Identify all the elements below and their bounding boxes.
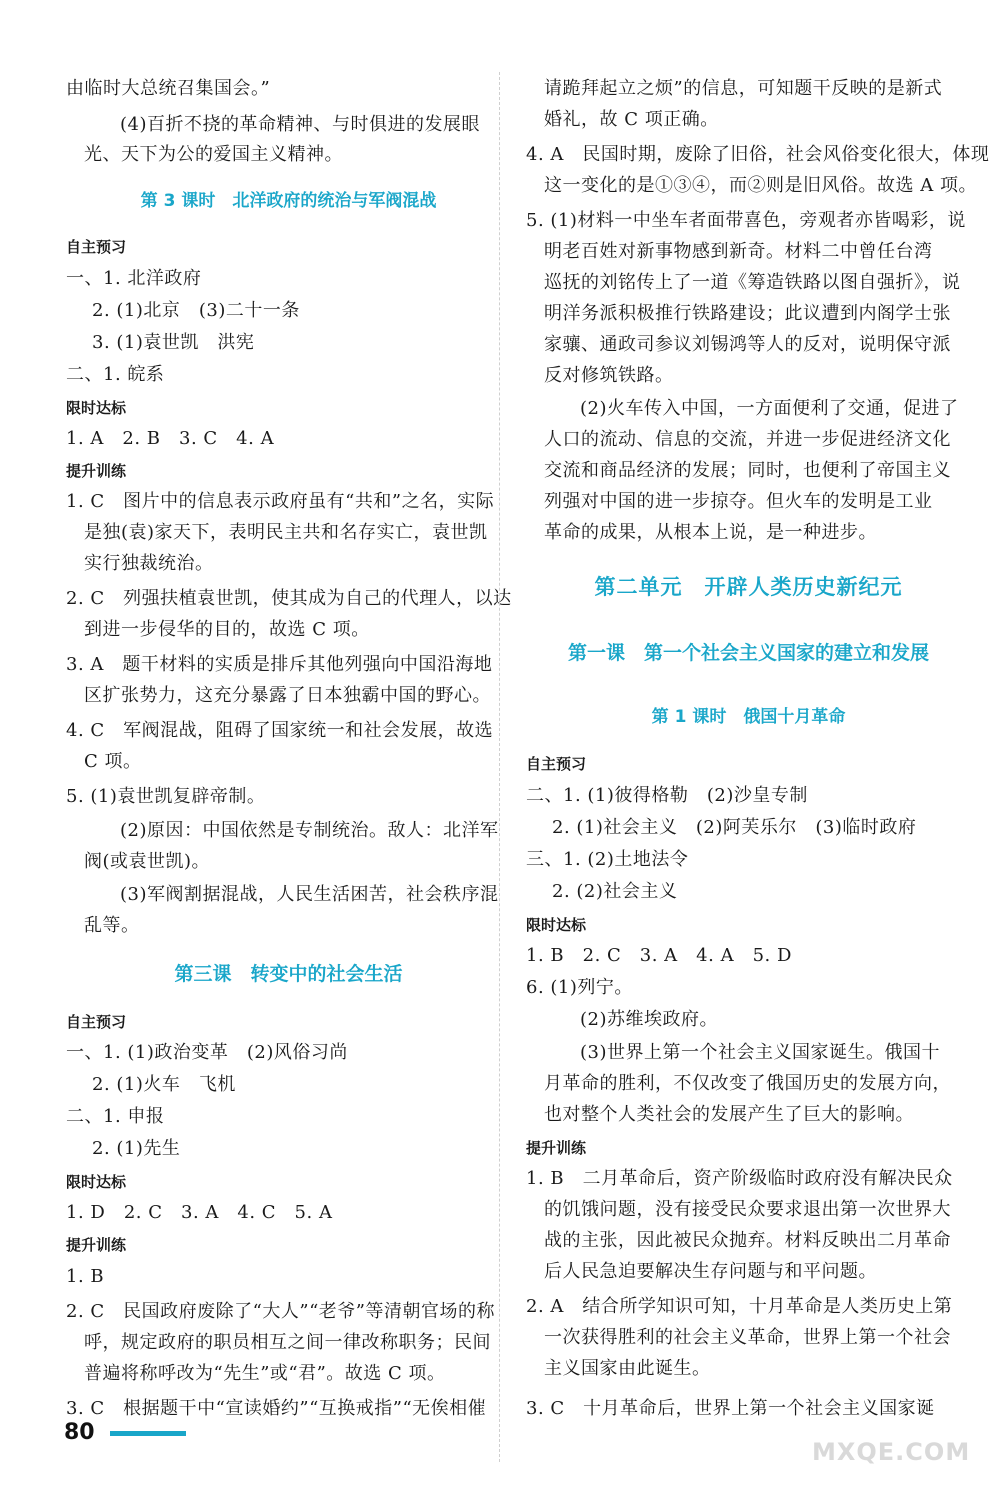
course-heading: 第三课 转变中的社会生活: [174, 963, 403, 985]
answer-line: 革命的成果，从根本上说，是一种进步。: [544, 522, 877, 543]
answer-line: 3. C 根据题干中“宣读婚约”“互换戒指”“无俟相催: [66, 1398, 487, 1419]
answer-line: 1. B 2. C 3. A 4. A 5. D: [526, 945, 792, 966]
answer-line: 实行独裁统治。: [84, 553, 214, 574]
answer-line: 战的主张，因此被民众抛弃。材料反映出二月革命: [544, 1230, 951, 1251]
answer-line: 这一变化的是①③④，而②则是旧风俗。故选 A 项。: [544, 175, 977, 196]
answer-line: 的饥饿问题，没有接受民众要求退出第一次世界大: [544, 1199, 951, 1220]
answer-line: 三、1. (2)土地法令: [526, 849, 689, 870]
section-label: 自主预习: [526, 755, 587, 773]
section-label: 提升训练: [66, 462, 127, 480]
answer-line: 请跪拜起立之烦”的信息，可知题干反映的是新式: [544, 78, 943, 99]
section-label: 限时达标: [526, 916, 587, 934]
answer-line: 2. (1)北京 (3)二十一条: [92, 300, 300, 321]
answer-line: 1. C 图片中的信息表示政府虽有“共和”之名，实际: [66, 491, 495, 512]
answer-line: 巡抚的刘铭传上了一道《筹造铁路以图自强折》，说: [544, 272, 961, 293]
answer-line: 明老百姓对新事物感到新奇。材料二中曾任台湾: [544, 241, 933, 262]
answer-line: 2. C 列强扶植袁世凯，使其成为自己的代理人，以达: [66, 588, 512, 609]
answer-line: 主义国家由此诞生。: [544, 1358, 711, 1379]
answer-line: 列强对中国的进一步掠夺。但火车的发明是工业: [544, 491, 933, 512]
answer-line: 呼，规定政府的职员相互之间一律改称职务；民间: [84, 1332, 491, 1353]
answer-line: 后人民急迫要解决生存问题与和平问题。: [544, 1261, 877, 1282]
answer-line: 2. (1)火车 飞机: [92, 1074, 236, 1095]
answer-line: 明洋务派积极推行铁路建设；此议遭到内阁学士张: [544, 303, 951, 324]
answer-line: 2. (2)社会主义: [552, 881, 678, 902]
answer-line: 4. C 军阀混战，阻碍了国家统一和社会发展，故选: [66, 720, 494, 741]
answer-line: 二、1. 皖系: [66, 364, 165, 385]
answer-line: (2)火车传入中国，一方面便利了交通，促进了: [580, 398, 959, 419]
section-label: 自主预习: [66, 238, 127, 256]
answer-line: 区扩张势力，这充分暴露了日本独霸中国的野心。: [84, 685, 491, 706]
answer-line: (2)原因：中国依然是专制统治。敌人：北洋军: [120, 820, 499, 841]
answer-line: 1. B 二月革命后，资产阶级临时政府没有解决民众: [526, 1168, 953, 1189]
answer-line: (3)军阀割据混战，人民生活困苦，社会秩序混: [120, 884, 499, 905]
answer-line: 1. B: [66, 1266, 105, 1287]
answer-line: C 项。: [84, 751, 142, 772]
answer-line: 反对修筑铁路。: [544, 365, 674, 386]
section-label: 限时达标: [66, 1173, 127, 1191]
answer-line: 3. C 十月革命后，世界上第一个社会主义国家诞: [526, 1398, 935, 1419]
answer-line: 1. D 2. C 3. A 4. C 5. A: [66, 1202, 333, 1223]
section-label: 提升训练: [66, 1236, 127, 1254]
answer-line: 阀(或袁世凯)。: [84, 851, 211, 872]
course-heading: 第一课 第一个社会主义国家的建立和发展: [567, 642, 929, 664]
answer-line: 普遍将称呼改为“先生”或“君”。故选 C 项。: [84, 1363, 446, 1384]
answer-line: 也对整个人类社会的发展产生了巨大的影响。: [544, 1104, 914, 1125]
watermark: MXQE.COM: [812, 1438, 971, 1466]
answer-line: 到进一步侵华的目的，故选 C 项。: [84, 619, 370, 640]
answer-line: 二、1. (1)彼得格勒 (2)沙皇专制: [526, 785, 808, 806]
answer-line: 由临时大总统召集国会。”: [66, 78, 271, 99]
section-label: 限时达标: [66, 399, 127, 417]
answer-line: 是独(袁)家天下，表明民主共和名存实亡，袁世凯: [84, 522, 488, 543]
answer-line: 2. (1)社会主义 (2)阿芙乐尔 (3)临时政府: [552, 817, 917, 838]
page-number: 80: [64, 1420, 95, 1445]
answer-line: 1. A 2. B 3. C 4. A: [66, 428, 275, 449]
answer-line: 一、1. (1)政治变革 (2)风俗习尚: [66, 1042, 348, 1063]
section-label: 自主预习: [66, 1013, 127, 1031]
answer-line: 6. (1)列宁。: [526, 977, 633, 998]
answer-line: 3. (1)袁世凯 洪宪: [92, 332, 255, 353]
answer-line: 家骧、通政司参议刘锡鸿等人的反对，说明保守派: [544, 334, 951, 355]
answer-line: (3)世界上第一个社会主义国家诞生。俄国十: [580, 1042, 940, 1063]
section-label: 提升训练: [526, 1139, 587, 1157]
answer-line: 乱等。: [84, 915, 140, 936]
answer-line: 月革命的胜利，不仅改变了俄国历史的发展方向，: [544, 1073, 951, 1094]
answer-line: 2. C 民国政府废除了“大人”“老爷”等清朝官场的称: [66, 1301, 495, 1322]
page-number-bar: [110, 1431, 186, 1436]
answer-line: 一次获得胜利的社会主义革命，世界上第一个社会: [544, 1327, 951, 1348]
lesson-heading: 第 1 课时 俄国十月革命: [651, 707, 846, 727]
lesson-heading: 第 3 课时 北洋政府的统治与军阀混战: [140, 191, 437, 211]
unit-heading: 第二单元 开辟人类历史新纪元: [594, 575, 903, 599]
answer-line: (2)苏维埃政府。: [580, 1009, 718, 1030]
answer-line: 光、天下为公的爱国主义精神。: [84, 144, 343, 165]
answer-line: 2. (1)先生: [92, 1138, 181, 1159]
answer-line: 二、1. 申报: [66, 1106, 165, 1127]
column-divider: [499, 72, 500, 1462]
answer-line: 一、1. 北洋政府: [66, 268, 202, 289]
answer-line: 5. (1)袁世凯复辟帝制。: [66, 786, 266, 807]
answer-line: 5. (1)材料一中坐车者面带喜色，旁观者亦皆喝彩，说: [526, 210, 966, 231]
answer-line: 人口的流动、信息的交流，并进一步促进经济文化: [544, 429, 951, 450]
answer-line: 4. A 民国时期，废除了旧俗，社会风俗变化很大，体现: [526, 144, 990, 165]
answer-line: 2. A 结合所学知识可知，十月革命是人类历史上第: [526, 1296, 953, 1317]
answer-line: (4)百折不挠的革命精神、与时俱进的发展眼: [120, 114, 480, 135]
answer-line: 3. A 题干材料的实质是排斥其他列强向中国沿海地: [66, 654, 493, 675]
answer-line: 婚礼，故 C 项正确。: [544, 109, 719, 130]
answer-line: 交流和商品经济的发展；同时，也便利了帝国主义: [544, 460, 951, 481]
